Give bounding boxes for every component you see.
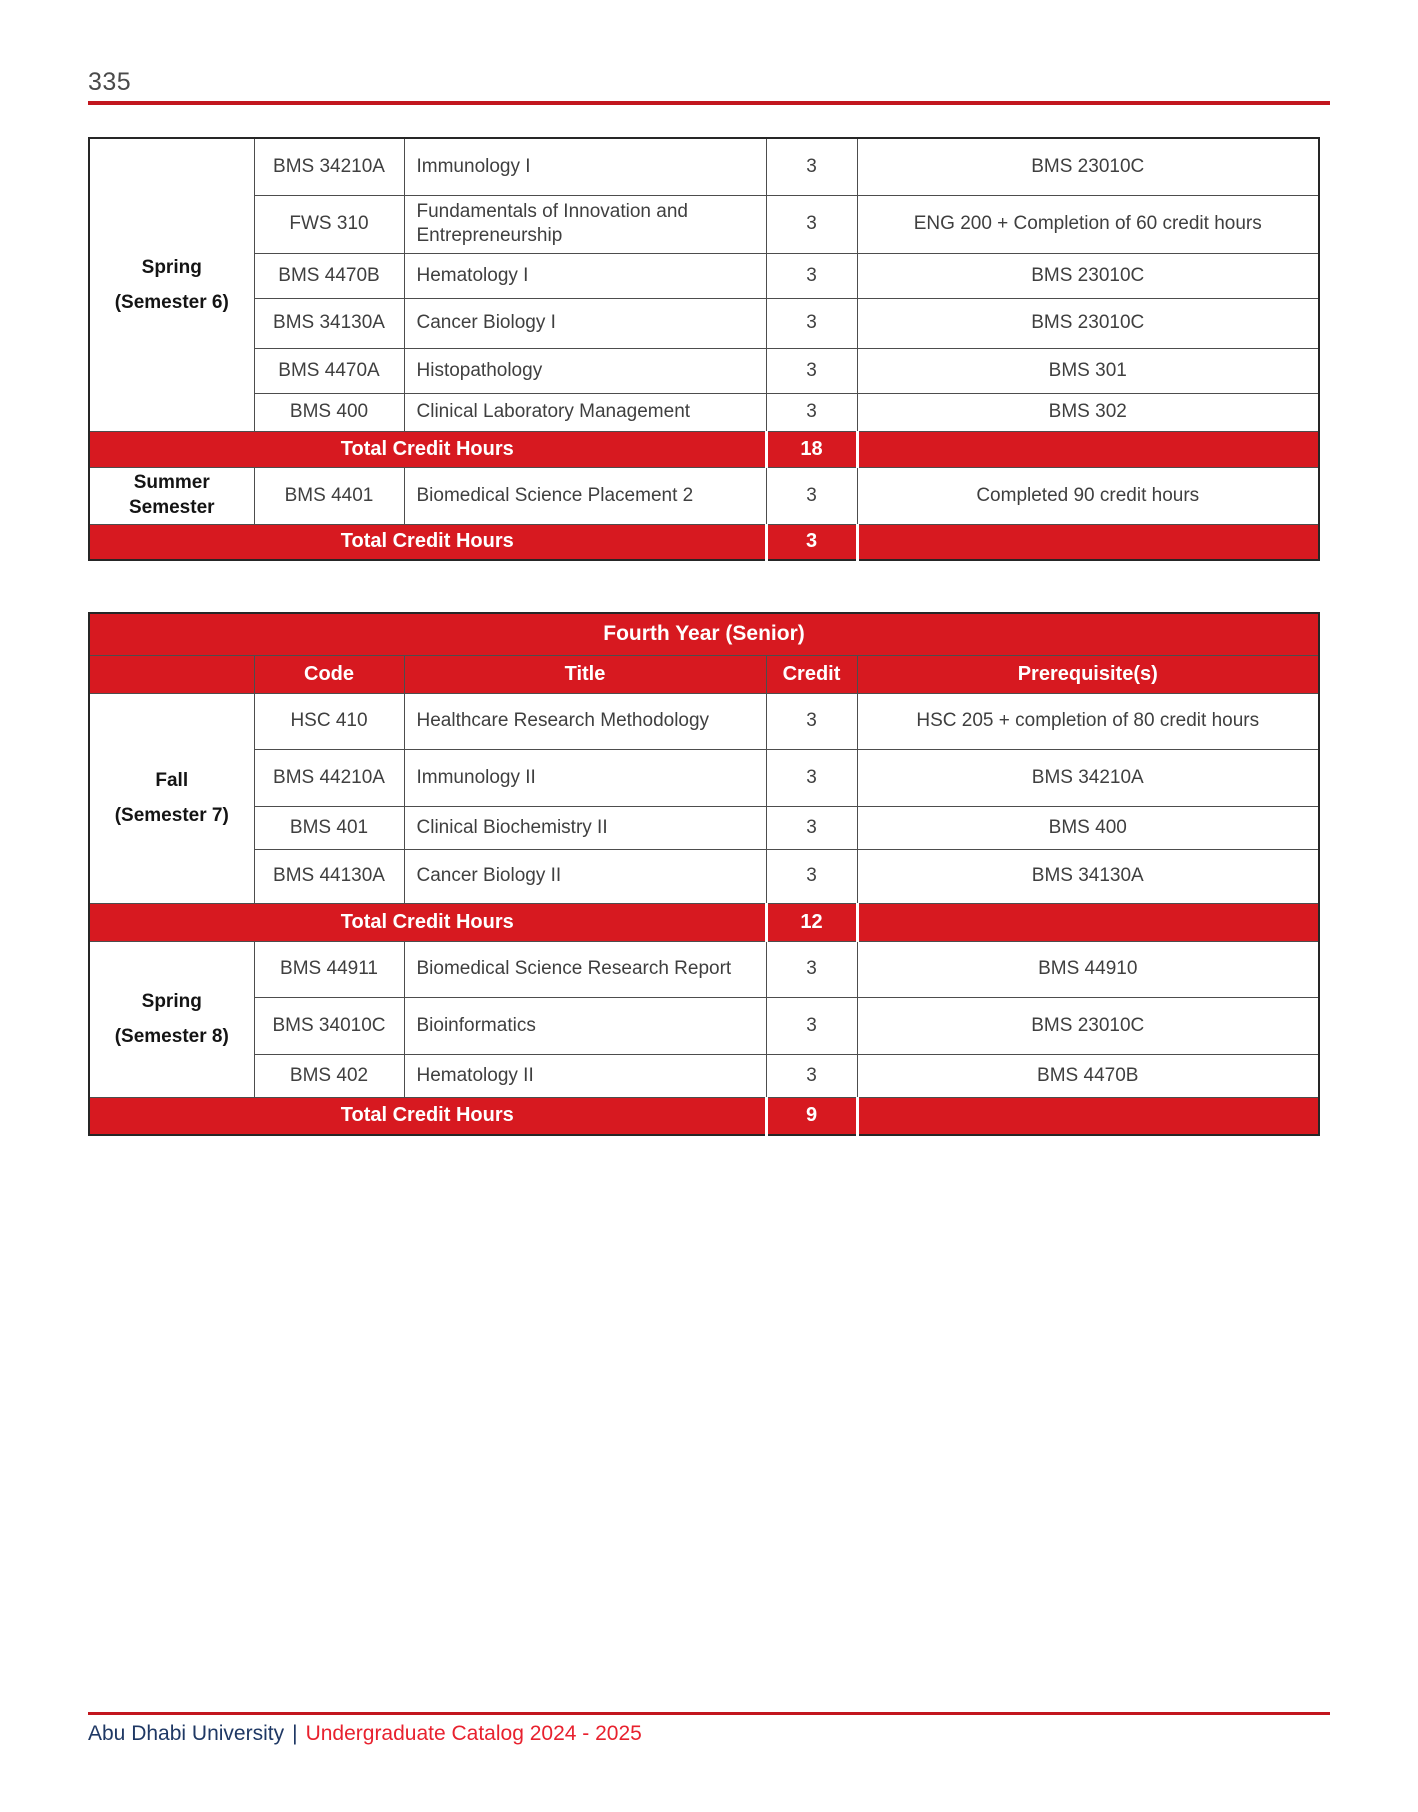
course-title-cell: Cancer Biology I	[404, 298, 766, 348]
total-credit-hours-row	[89, 524, 1319, 560]
course-code-cell: BMS 4470B	[254, 253, 404, 298]
course-title-cell: Hematology II	[404, 1054, 766, 1097]
course-credit-cell: 3	[766, 849, 857, 903]
table-row	[89, 138, 1319, 195]
course-title-cell: Fundamentals of Innovation and Entrepreneurship	[404, 195, 766, 253]
table-row	[89, 997, 1319, 1054]
course-prereq-cell: BMS 302	[857, 393, 1319, 431]
footer-rule	[88, 1712, 1330, 1715]
total-empty-cell	[857, 524, 1319, 560]
table-row	[89, 749, 1319, 806]
semester-label-line1: Spring	[141, 256, 202, 278]
course-code-cell: BMS 401	[254, 806, 404, 849]
course-code-cell: BMS 4401	[254, 467, 404, 524]
course-prereq-cell: BMS 400	[857, 806, 1319, 849]
semester-label-cell	[89, 693, 254, 903]
total-credit-hours-label: Total Credit Hours	[89, 1097, 766, 1135]
course-credit-cell: 3	[766, 941, 857, 997]
course-credit-cell: 3	[766, 348, 857, 393]
table-row	[89, 253, 1319, 298]
course-title-cell: Cancer Biology II	[404, 849, 766, 903]
course-prereq-cell: ENG 200 + Completion of 60 credit hours	[857, 195, 1319, 253]
course-title-cell: Clinical Laboratory Management	[404, 393, 766, 431]
semester-label-line1: Fall	[155, 769, 189, 791]
table-row	[89, 693, 1319, 749]
course-prereq-cell: HSC 205 + completion of 80 credit hours	[857, 693, 1319, 749]
total-credit-hours-value: 12	[766, 903, 857, 941]
footer-divider: |	[292, 1722, 298, 1745]
total-credit-hours-row	[89, 1097, 1319, 1135]
course-credit-cell: 3	[766, 749, 857, 806]
semester-label-cell	[89, 467, 254, 524]
total-credit-hours-row	[89, 431, 1319, 467]
table-header-row	[89, 655, 1319, 693]
course-title-cell: Hematology I	[404, 253, 766, 298]
course-credit-cell: 3	[766, 298, 857, 348]
table-row	[89, 195, 1319, 253]
course-credit-cell: 3	[766, 467, 857, 524]
table-row	[89, 941, 1319, 997]
header-empty-cell	[89, 655, 254, 693]
total-credit-hours-value: 3	[766, 524, 857, 560]
header-credit: Credit	[766, 655, 857, 693]
total-credit-hours-row	[89, 903, 1319, 941]
course-code-cell: BMS 4470A	[254, 348, 404, 393]
table-banner-row	[89, 613, 1319, 655]
course-title-cell: Immunology I	[404, 138, 766, 195]
table-row	[89, 467, 1319, 524]
course-credit-cell: 3	[766, 138, 857, 195]
semester-label-line1: Spring	[141, 990, 202, 1012]
course-prereq-cell: BMS 23010C	[857, 253, 1319, 298]
semester-label-line2: Semester	[128, 496, 215, 518]
course-code-cell: BMS 44210A	[254, 749, 404, 806]
course-prereq-cell: Completed 90 credit hours	[857, 467, 1319, 524]
course-prereq-cell: BMS 34210A	[857, 749, 1319, 806]
total-empty-cell	[857, 431, 1319, 467]
table-row	[89, 806, 1319, 849]
course-code-cell: BMS 402	[254, 1054, 404, 1097]
semester-label-line2: (Semester 6)	[114, 291, 229, 313]
course-title-cell: Clinical Biochemistry II	[404, 806, 766, 849]
course-credit-cell: 3	[766, 806, 857, 849]
semester-label-cell	[89, 941, 254, 1097]
footer	[88, 1722, 642, 1746]
table-row	[89, 298, 1319, 348]
header-code: Code	[254, 655, 404, 693]
total-credit-hours-value: 9	[766, 1097, 857, 1135]
course-title-cell: Immunology II	[404, 749, 766, 806]
table-banner: Fourth Year (Senior)	[89, 613, 1319, 655]
course-credit-cell: 3	[766, 253, 857, 298]
course-code-cell: BMS 400	[254, 393, 404, 431]
course-code-cell: FWS 310	[254, 195, 404, 253]
footer-university-name: Abu Dhabi University	[88, 1722, 285, 1745]
top-rule	[88, 101, 1330, 105]
total-credit-hours-label: Total Credit Hours	[89, 903, 766, 941]
course-prereq-cell: BMS 23010C	[857, 298, 1319, 348]
semester-6-table	[88, 137, 1320, 561]
course-title-cell: Bioinformatics	[404, 997, 766, 1054]
semester-label-line2: (Semester 7)	[114, 805, 229, 826]
course-credit-cell: 3	[766, 997, 857, 1054]
table-row	[89, 393, 1319, 431]
course-code-cell: BMS 34130A	[254, 298, 404, 348]
course-credit-cell: 3	[766, 1054, 857, 1097]
course-prereq-cell: BMS 23010C	[857, 138, 1319, 195]
course-code-cell: BMS 44130A	[254, 849, 404, 903]
course-credit-cell: 3	[766, 195, 857, 253]
semester-label-line2: (Semester 8)	[114, 1026, 229, 1047]
table-row	[89, 849, 1319, 903]
course-prereq-cell: BMS 44910	[857, 941, 1319, 997]
table-row	[89, 348, 1319, 393]
course-prereq-cell: BMS 34130A	[857, 849, 1319, 903]
course-title-cell: Healthcare Research Methodology	[404, 693, 766, 749]
fourth-year-table	[88, 612, 1320, 1136]
course-credit-cell: 3	[766, 393, 857, 431]
course-title-cell: Biomedical Science Placement 2	[404, 467, 766, 524]
total-credit-hours-label: Total Credit Hours	[89, 431, 766, 467]
course-prereq-cell: BMS 23010C	[857, 997, 1319, 1054]
course-credit-cell: 3	[766, 693, 857, 749]
course-code-cell: BMS 34010C	[254, 997, 404, 1054]
page-number: 335	[88, 68, 132, 96]
course-title-cell: Biomedical Science Research Report	[404, 941, 766, 997]
semester-label-line1: Summer	[133, 471, 210, 493]
course-code-cell: BMS 44911	[254, 941, 404, 997]
table-row	[89, 1054, 1319, 1097]
total-empty-cell	[857, 1097, 1319, 1135]
header-title: Title	[404, 655, 766, 693]
total-credit-hours-label: Total Credit Hours	[89, 524, 766, 560]
course-code-cell: HSC 410	[254, 693, 404, 749]
course-prereq-cell: BMS 4470B	[857, 1054, 1319, 1097]
course-code-cell: BMS 34210A	[254, 138, 404, 195]
semester-label-cell	[89, 138, 254, 431]
footer-catalog-title: Undergraduate Catalog 2024 - 2025	[305, 1722, 642, 1745]
total-empty-cell	[857, 903, 1319, 941]
course-title-cell: Histopathology	[404, 348, 766, 393]
header-prereq: Prerequisite(s)	[857, 655, 1319, 693]
course-prereq-cell: BMS 301	[857, 348, 1319, 393]
total-credit-hours-value: 18	[766, 431, 857, 467]
